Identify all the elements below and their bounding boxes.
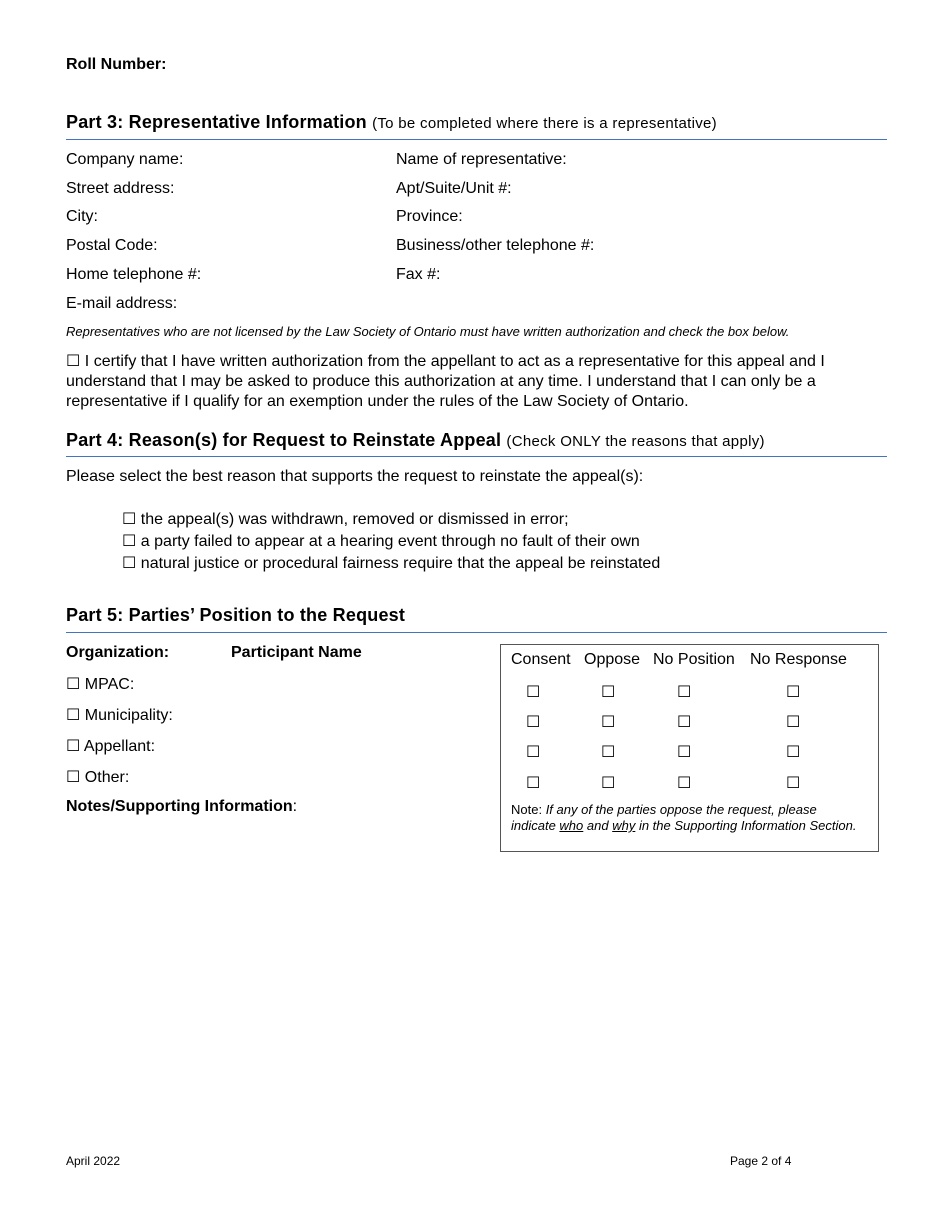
position-checkbox-mpac-consent[interactable]: ☐ — [526, 684, 541, 701]
company-name-label: Company name: — [66, 151, 184, 168]
position-checkbox-appellant-no-response[interactable]: ☐ — [786, 744, 801, 761]
notes-label-colon: : — [292, 798, 298, 815]
part4-title: Part 4: Reason(s) for Request to Reinstate Appeal — [66, 430, 502, 450]
representative-name-label: Name of representative: — [396, 151, 567, 168]
position-checkbox-other-consent[interactable]: ☐ — [526, 775, 541, 792]
part4-heading — [66, 430, 765, 451]
part3-title: Part 3: Representative Information — [66, 112, 367, 132]
party-checkbox-mpac[interactable]: ☐ — [66, 676, 81, 693]
position-checkbox-other-no-response[interactable]: ☐ — [786, 775, 801, 792]
party-label: MPAC: — [84, 676, 135, 693]
part5-divider — [66, 632, 887, 633]
col-no-position: No Position — [653, 651, 735, 668]
home-telephone-label: Home telephone #: — [66, 266, 202, 283]
party-row-mpac — [66, 674, 134, 694]
reason-checkbox-error[interactable]: ☐ — [122, 511, 137, 528]
roll-number-label: Roll Number: — [66, 56, 167, 73]
certify-statement — [66, 352, 896, 412]
party-label: Municipality: — [84, 707, 173, 724]
position-checkbox-other-oppose[interactable]: ☐ — [601, 775, 616, 792]
apt-suite-unit-label: Apt/Suite/Unit #: — [396, 180, 512, 197]
reason-text: natural justice or procedural fairness require that the appeal be reinstated — [140, 555, 661, 572]
party-row-other — [66, 767, 129, 787]
part3-divider — [66, 139, 887, 140]
position-checkbox-mpac-oppose[interactable]: ☐ — [601, 684, 616, 701]
party-checkbox-appellant[interactable]: ☐ — [66, 738, 81, 755]
position-checkbox-appellant-oppose[interactable]: ☐ — [601, 744, 616, 761]
part4-subtitle: (Check ONLY the reasons that apply) — [506, 433, 765, 450]
license-note: Representatives who are not licensed by the Law Society of Ontario must have written authorization and check the box below. — [66, 324, 790, 339]
reason-checkbox-no-fault[interactable]: ☐ — [122, 533, 137, 550]
fax-label: Fax #: — [396, 266, 441, 283]
position-checkbox-appellant-consent[interactable]: ☐ — [526, 744, 541, 761]
position-checkbox-appellant-no-position[interactable]: ☐ — [677, 744, 692, 761]
street-address-label: Street address: — [66, 180, 175, 197]
position-checkbox-mpac-no-position[interactable]: ☐ — [677, 684, 692, 701]
participant-name-label: Participant Name — [231, 644, 362, 661]
reason-text: the appeal(s) was withdrawn, removed or dismissed in error; — [140, 511, 569, 528]
position-checkbox-mpac-no-response[interactable]: ☐ — [786, 684, 801, 701]
party-label: Appellant: — [83, 738, 156, 755]
note-and: and — [583, 818, 613, 833]
party-label: Other: — [84, 769, 130, 786]
note-who: who — [559, 818, 584, 833]
party-checkbox-municipality[interactable]: ☐ — [66, 707, 81, 724]
col-consent: Consent — [511, 651, 571, 668]
note-text-1: If any of the parties oppose the request, please indicate — [511, 802, 817, 833]
position-checkbox-other-no-position[interactable]: ☐ — [677, 775, 692, 792]
certify-checkbox[interactable]: ☐ — [66, 353, 81, 370]
position-checkbox-municipality-oppose[interactable]: ☐ — [601, 714, 616, 731]
reason-item — [122, 531, 640, 551]
note-text-2: in the Supporting Information Section. — [635, 818, 857, 833]
part3-heading — [66, 112, 717, 133]
position-box-note — [511, 802, 861, 834]
organization-label: Organization: — [66, 644, 170, 661]
part3-subtitle: (To be completed where there is a representative) — [372, 115, 717, 132]
position-checkbox-municipality-no-response[interactable]: ☐ — [786, 714, 801, 731]
note-prefix: Note: — [511, 802, 546, 817]
part5-title: Part 5: Parties’ Position to the Request — [66, 605, 406, 625]
notes-label-text: Notes/Supporting Information — [66, 798, 293, 815]
col-oppose: Oppose — [584, 651, 641, 668]
position-checkbox-municipality-no-position[interactable]: ☐ — [677, 714, 692, 731]
business-telephone-label: Business/other telephone #: — [396, 237, 595, 254]
postal-code-label: Postal Code: — [66, 237, 158, 254]
reason-text: a party failed to appear at a hearing event through no fault of their own — [140, 533, 640, 550]
party-row-appellant — [66, 736, 155, 756]
certify-text: I certify that I have written authorization from the appellant to act as a representative for this appeal and I understand that I may be asked to produce this authorization at any time. I understand that I can only be a representative if I qualify for an exemption under the rules of the Law Society of Ontario. — [66, 353, 825, 410]
footer-date: April 2022 — [66, 1154, 121, 1168]
party-row-municipality — [66, 705, 173, 725]
reason-prompt: Please select the best reason that supports the request to reinstate the appeal(s): — [66, 468, 644, 485]
position-checkbox-municipality-consent[interactable]: ☐ — [526, 714, 541, 731]
reason-item — [122, 509, 569, 529]
reason-checkbox-natural-justice[interactable]: ☐ — [122, 555, 137, 572]
part5-heading — [66, 605, 405, 626]
province-label: Province: — [396, 208, 463, 225]
email-address-label: E-mail address: — [66, 295, 178, 312]
notes-supporting-label — [66, 798, 297, 816]
footer-page-number: Page 2 of 4 — [730, 1154, 792, 1168]
part4-divider — [66, 456, 887, 457]
note-why: why — [612, 818, 636, 833]
col-no-response: No Response — [750, 651, 847, 668]
city-label: City: — [66, 208, 98, 225]
party-checkbox-other[interactable]: ☐ — [66, 769, 81, 786]
reason-item — [122, 553, 660, 573]
